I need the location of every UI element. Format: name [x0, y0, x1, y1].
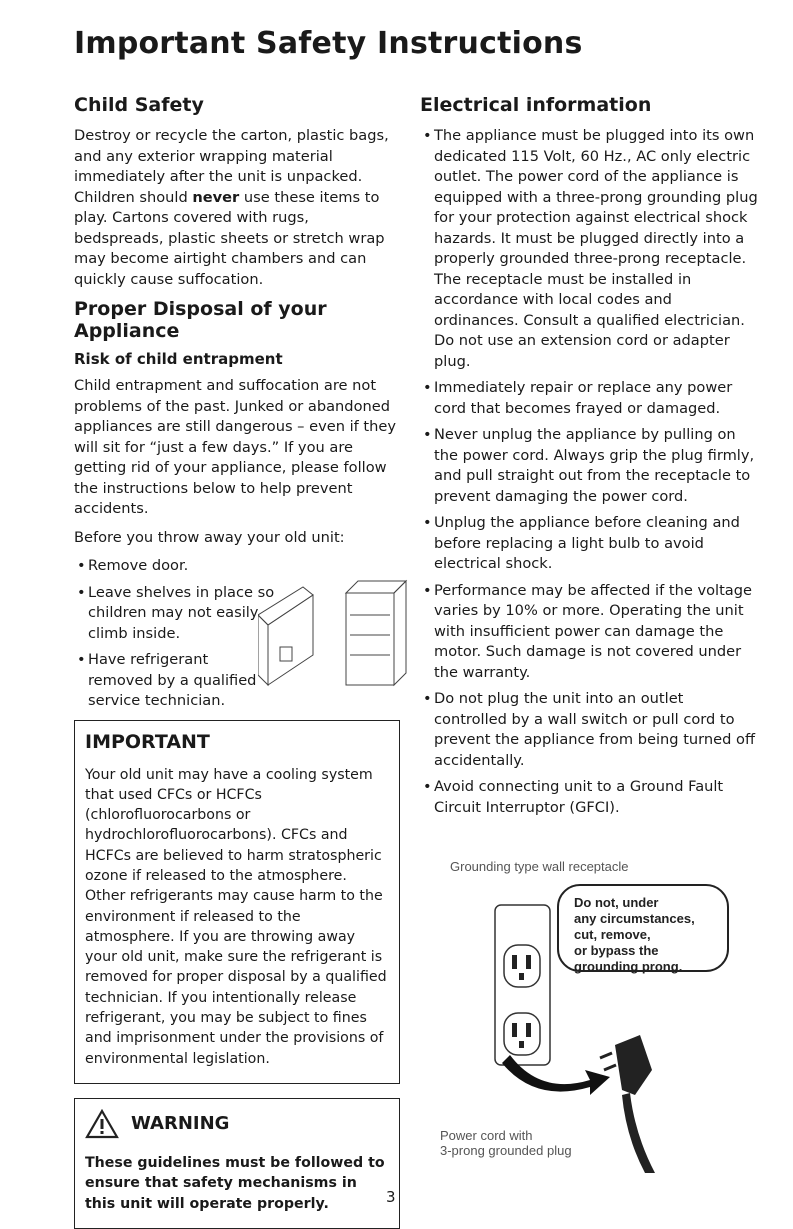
entrapment-subheading: Risk of child entrapment [74, 350, 283, 368]
svg-text:any circumstances,: any circumstances, [574, 911, 695, 926]
list-item: • Avoid connecting unit to a Ground Fault Circuit Interruptor (GFCI). [420, 777, 760, 818]
warning-heading: WARNING [131, 1113, 230, 1135]
important-box [74, 720, 400, 1084]
pointer-arrow [502, 1055, 610, 1095]
cord-label-line1: Power cord with [440, 1128, 533, 1143]
page-title: Important Safety Instructions [74, 26, 583, 61]
list-item: • Remove door. [74, 556, 400, 577]
grounding-plug-illustration [440, 855, 740, 1173]
important-heading: IMPORTANT [85, 730, 210, 753]
list-item: • Leave shelves in place so children may not easily climb inside. [74, 583, 278, 645]
disposal-heading: Proper Disposal of your Appliance [74, 298, 327, 342]
svg-text:grounding prong.: grounding prong. [574, 959, 683, 974]
receptacle-label: Grounding type wall receptacle [450, 859, 629, 874]
warning-text: These guidelines must be followed to ensure that safety mechanisms in this unit will operate properly. [85, 1154, 385, 1212]
prongs [600, 1053, 616, 1070]
svg-text:or bypass the: or bypass the [574, 943, 659, 958]
list-item: • Unplug the appliance before cleaning and before replacing a light bulb to avoid electrical shock. [420, 513, 760, 575]
right-column [420, 94, 760, 824]
list-item: • The appliance must be plugged into its own dedicated 115 Volt, 60 Hz., AC only electric outlet. The power cord of the appliance is equipped with a three-prong grounding plug for your protection against electrical shock hazards. It must be plugged directly into a properly grounded three-prong receptacle. The receptacle must be installed in accordance with local codes and ordinances. Consult a qualified electrician. Do not use an extension cord or adapter plug. [420, 126, 760, 372]
cord-label-line2: 3-prong grounded plug [440, 1143, 572, 1158]
list-item: • Do not plug the unit into an outlet controlled by a wall switch or pull cord to prevent the appliance from being turned off accidentally. [420, 689, 760, 771]
child-safety-text: Destroy or recycle the carton, plastic bags, and any exterior wrapping material immediately after the unit is unpacked. Children should never use these items to play. Cartons covered with rugs, bedspreads, plastic sheets or stretch wrap may become airtight chambers and can quickly cause suffocation. [74, 127, 389, 288]
list-item: • Immediately repair or replace any power cord that becomes frayed or damaged. [420, 378, 760, 419]
plug [615, 1035, 655, 1173]
never-emphasis: never [192, 188, 240, 206]
svg-text:Do not, under: Do not, under [574, 895, 659, 910]
warning-triangle-icon [85, 1109, 119, 1139]
before-throw-text: Before you throw away your old unit: [74, 528, 345, 546]
child-safety-heading: Child Safety [74, 94, 204, 116]
disposal-text: Child entrapment and suffocation are not problems of the past. Junked or abandoned appliances are still dangerous – even if they will sit for “just a few days.” If you are getting rid of your appliance, please follow the instructions below to help prevent accidents. [74, 377, 397, 517]
important-text: Your old unit may have a cooling system that used CFCs or HCFCs (chlorofluorocarbons or hydrochlorofluorocarbons). CFCs and HCFCs are believed to harm stratospheric ozone if released to the atmosphere. Other refrigerants may cause harm to the environment if released to the atmosphere. If you are throwing away your old unit, make sure the refrigerant is removed for proper disposal by a qualified technician. If you intentionally release refrigerant, you may be subject to fines and imprisonment under the provisions of environmental legislation. [85, 766, 387, 1067]
list-item: • Never unplug the appliance by pulling on the power cord. Always grip the plug firmly, and pull straight out from the receptacle to prevent damaging the power cord. [420, 425, 760, 507]
list-item: • Performance may be affected if the voltage varies by 10% or more. Operating the unit with insufficient power can damage the motor. Such damage is not covered under the warranty. [420, 581, 760, 684]
warning-box [74, 1098, 400, 1229]
list-item: • Have refrigerant removed by a qualified service technician. [74, 650, 263, 712]
electrical-list [420, 126, 760, 818]
svg-text:cut, remove,: cut, remove, [574, 927, 651, 942]
page-number: 3 [386, 1188, 396, 1206]
old-unit-illustration [258, 575, 408, 690]
electrical-heading: Electrical information [420, 94, 652, 116]
